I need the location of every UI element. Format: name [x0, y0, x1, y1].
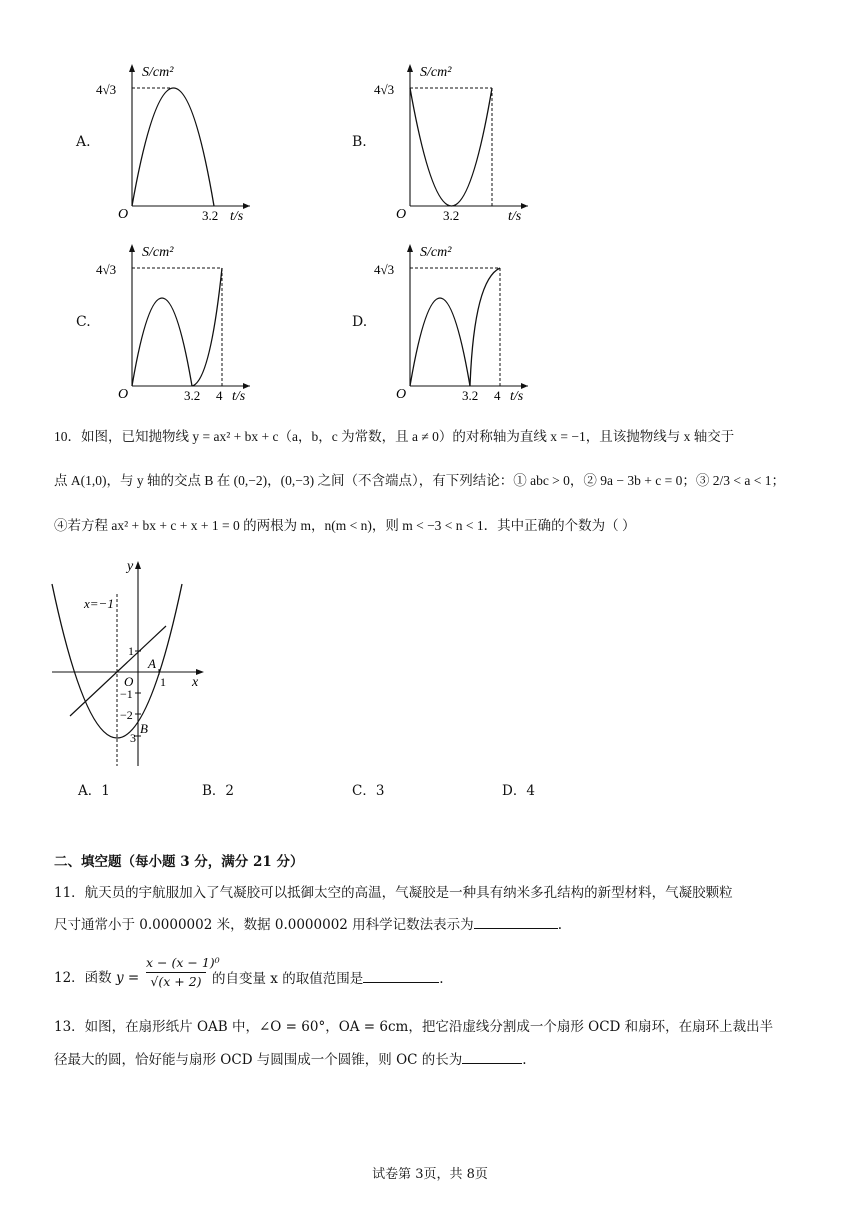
- y-axis-label: S/cm²: [420, 65, 452, 80]
- question-13-period: .: [522, 1052, 527, 1068]
- x-tick-4-label: 4: [494, 388, 501, 403]
- fraction-bar: [146, 972, 206, 973]
- y-axis-label: S/cm²: [420, 245, 452, 260]
- option-c-label: C.: [76, 314, 91, 330]
- y-value-label: 4√3: [96, 82, 117, 97]
- answer-blank-13[interactable]: [462, 1049, 522, 1064]
- question-12-fraction: [146, 955, 220, 990]
- question-12-y-eq: y =: [116, 970, 140, 986]
- tick-y-1: 1: [128, 644, 134, 658]
- tick-y-neg1: −1: [120, 687, 133, 701]
- tick-y-neg2: −2: [120, 708, 133, 722]
- x-axis-label: t/s: [508, 209, 522, 224]
- x-tick-label: 3.2: [462, 388, 479, 403]
- question-11-line-1: 11．航天员的宇航服加入了气凝胶可以抵御太空的高温，气凝胶是一种具有纳米多孔结构的新型材料，气凝胶颗粒: [54, 885, 733, 901]
- page-footer: 试卷第 3页，共 8页: [372, 1167, 488, 1182]
- question-12-suffix-text: 的自变量 x 的取值范围是: [212, 971, 364, 987]
- point-b-label: B: [140, 721, 148, 736]
- question-13-line-2: [54, 1049, 527, 1070]
- question-12-prefix: 12．函数: [54, 970, 112, 986]
- option-b: B．2: [202, 783, 235, 799]
- tick-x-1: 1: [160, 675, 166, 689]
- x-axis-label: x: [192, 675, 199, 690]
- question-12-suffix: [212, 968, 444, 989]
- x-axis-label: t/s: [232, 389, 246, 404]
- y-value-label: 4√3: [374, 82, 395, 97]
- origin-label: O: [118, 207, 129, 222]
- symmetry-axis-label: x=−1: [84, 596, 114, 611]
- fraction-denominator: √(x + 2): [150, 974, 202, 989]
- question-13-line-1: 13．如图，在扇形纸片 OAB 中，∠O = 60°，OA = 6cm，把它沿虚线分割成一个扇形 OCD 和扇环，在扇环上裁出半: [54, 1019, 774, 1035]
- answer-blank-12[interactable]: [363, 968, 439, 983]
- question-10-line-2: 点 A(1,0)，与 y 轴的交点 B 在 (0,−2)，(0,−3) 之间（不含端点），有下列结论：① abc > 0，② 9a − 3b + c = 0；③ 2/3 < a < 1；: [54, 473, 785, 488]
- x-axis-label: t/s: [510, 389, 524, 404]
- origin-label: O: [396, 207, 407, 222]
- answer-blank-11[interactable]: [474, 914, 558, 929]
- tick-y-neg3: 3: [130, 731, 136, 745]
- option-a-label: A.: [76, 134, 91, 150]
- question-11-period: .: [557, 917, 562, 933]
- option-d-label: D.: [352, 314, 368, 330]
- question-11-line-2: [54, 914, 562, 935]
- origin-label: O: [396, 387, 407, 402]
- option-d: D．4: [502, 783, 535, 799]
- x-tick-label: 3.2: [443, 208, 460, 223]
- section-heading: 二、填空题（每小题 3 分，满分 21 分）: [54, 854, 304, 870]
- y-axis-label: S/cm²: [142, 245, 174, 260]
- y-value-label: 4√3: [374, 262, 395, 277]
- origin-label: O: [118, 387, 129, 402]
- question-12-period: .: [439, 971, 444, 987]
- question-13-line-2-text: 径最大的圆，恰好能与扇形 OCD 与圆围成一个圆锥，则 OC 的长为: [54, 1052, 463, 1068]
- x-axis-label: t/s: [230, 209, 244, 224]
- question-10-line-1: 10．如图，已知抛物线 y = ax² + bx + c（a，b，c 为常数，且 a ≠ 0）的对称轴为直线 x = −1，且该抛物线与 x 轴交于: [54, 429, 735, 444]
- question-11-line-2-text: 尺寸通常小于 0.0000002 米，数据 0.0000002 用科学记数法表示为: [54, 917, 474, 933]
- graph-option-b: [370, 58, 540, 228]
- option-c: C．3: [352, 783, 385, 799]
- x-tick-label: 3.2: [202, 208, 219, 223]
- graph-option-c: [92, 238, 262, 408]
- fraction-numerator: x − (x − 1)⁰: [146, 955, 220, 970]
- point-a-label: A: [148, 656, 156, 671]
- option-b-label: B.: [352, 134, 367, 150]
- graph-option-a: [92, 58, 262, 228]
- x-tick-label: 3.2: [184, 388, 201, 403]
- origin-label: O: [124, 674, 134, 689]
- y-axis-label: y: [127, 559, 134, 574]
- graph-option-d: [370, 238, 540, 408]
- y-axis-label: S/cm²: [142, 65, 174, 80]
- question-10-line-3: ④若方程 ax² + bx + c + x + 1 = 0 的两根为 m，n(m < n)，则 m < −3 < n < 1．其中正确的个数为（ ）: [54, 518, 636, 533]
- x-tick-4-label: 4: [216, 388, 223, 403]
- y-value-label: 4√3: [96, 262, 117, 277]
- question-10-parabola-graph: [44, 556, 214, 771]
- option-a: A．1: [78, 783, 110, 799]
